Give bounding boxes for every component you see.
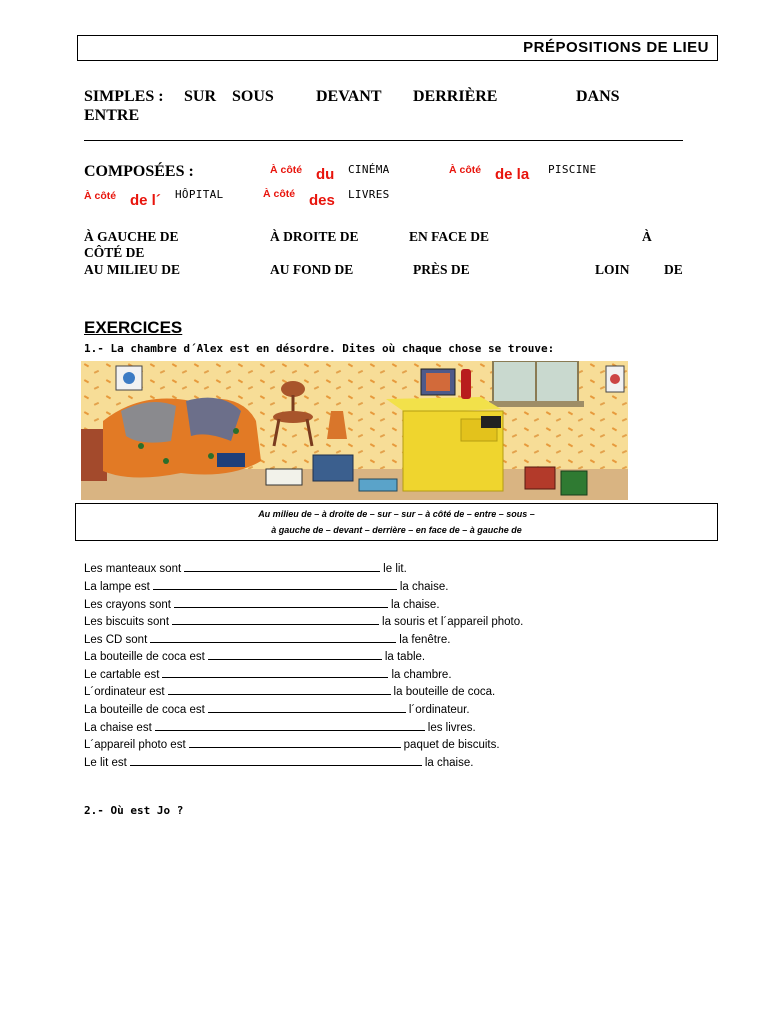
a-cote-label: À côté	[449, 164, 482, 176]
compound-prep: EN FACE DE	[409, 229, 490, 244]
exercise-sentence: Les CD sont la fenêtre.	[84, 634, 451, 646]
compound-prep: À	[642, 229, 652, 244]
answer-blank[interactable]	[155, 720, 425, 731]
keyboard	[217, 453, 245, 467]
exercise-sentence: Les crayons sont la chaise.	[84, 599, 440, 611]
answer-blank[interactable]	[184, 561, 380, 572]
exercise-sentence: La lampe est la chaise.	[84, 581, 449, 593]
exercise-sentence: Le lit est la chaise.	[84, 757, 474, 769]
answer-blank[interactable]	[174, 597, 388, 608]
simple-prep: DEVANT	[316, 88, 382, 105]
word-bank-line: Au milieu de – à droite de – sur – sur – à côté de – entre – sous –	[258, 509, 535, 519]
answer-blank[interactable]	[150, 632, 396, 643]
simples-label: SIMPLES :	[84, 88, 164, 105]
question-2: 2.- Où est Jo ?	[84, 804, 184, 817]
simple-prep: ENTRE	[84, 107, 140, 124]
article-de-la: de la	[495, 166, 530, 183]
page-title: PRÉPOSITIONS DE LIEU	[523, 39, 709, 56]
exercices-heading: EXERCICES	[84, 318, 183, 337]
answer-blank[interactable]	[208, 702, 406, 713]
messy-bedroom-illustration	[81, 361, 628, 500]
article-du: du	[316, 166, 335, 183]
schoolbag	[313, 455, 353, 481]
open-book	[266, 469, 302, 485]
exercise-sentence: La bouteille de coca est la table.	[84, 651, 426, 663]
compound-prep: LOIN	[595, 262, 630, 277]
coca-bottle	[461, 369, 471, 399]
window	[489, 361, 584, 407]
exercise-sentence: L´appareil photo est paquet de biscuits.	[84, 739, 500, 751]
divider	[84, 140, 683, 141]
article-de-l: de l´	[130, 192, 161, 209]
exercise-sentence: Les manteaux sont le lit.	[84, 563, 407, 575]
a-cote-label: À côté	[270, 164, 303, 176]
exercise-sentence: Les biscuits sont la souris et l´appareil photo.	[84, 616, 524, 628]
simple-prep: DANS	[576, 88, 620, 105]
answer-blank[interactable]	[208, 649, 382, 660]
simple-prep: SOUS	[232, 88, 274, 105]
simple-prep: SUR	[184, 88, 217, 105]
answer-blank[interactable]	[153, 579, 397, 590]
answer-blank[interactable]	[130, 755, 422, 766]
camera	[481, 416, 501, 428]
noun-hopital: HÔPITAL	[175, 188, 224, 201]
noun-livres: LIVRES	[348, 188, 390, 201]
word-bank	[75, 503, 718, 541]
composees-label: COMPOSÉES :	[84, 163, 194, 180]
title-box	[77, 35, 718, 61]
word-bank-line: à gauche de – devant – derrière – en face de – à gauche de	[271, 525, 522, 535]
a-cote-label: À côté	[84, 190, 117, 202]
exercise-sentence: La bouteille de coca est l´ordinateur.	[84, 704, 470, 716]
exercise-sentence: L´ordinateur est la bouteille de coca.	[84, 686, 496, 698]
compound-prep: AU MILIEU DE	[84, 262, 181, 277]
compound-prep: CÔTÉ DE	[84, 245, 145, 260]
compound-prep: AU FOND DE	[270, 262, 354, 277]
exercise-sentence: Le cartable est la chambre.	[84, 669, 452, 681]
answer-blank[interactable]	[168, 684, 391, 695]
answer-blank[interactable]	[189, 737, 401, 748]
compound-prep: PRÈS DE	[413, 262, 470, 277]
compound-prep: DE	[664, 262, 683, 277]
noun-piscine: PISCINE	[548, 163, 597, 176]
compound-prep: À GAUCHE DE	[84, 229, 179, 244]
answer-blank[interactable]	[162, 667, 388, 678]
simple-prep: DERRIÈRE	[413, 88, 498, 105]
noun-cinema: CINÉMA	[348, 163, 390, 176]
question-1: 1.- La chambre d´Alex est en désordre. Dites où chaque chose se trouve:	[84, 342, 555, 355]
exercise-sentence: La chaise est les livres.	[84, 722, 476, 734]
compound-prep: À DROITE DE	[270, 229, 359, 244]
answer-blank[interactable]	[172, 614, 379, 625]
desk	[386, 397, 503, 491]
article-des: des	[309, 192, 335, 209]
a-cote-label: À côté	[263, 188, 296, 200]
